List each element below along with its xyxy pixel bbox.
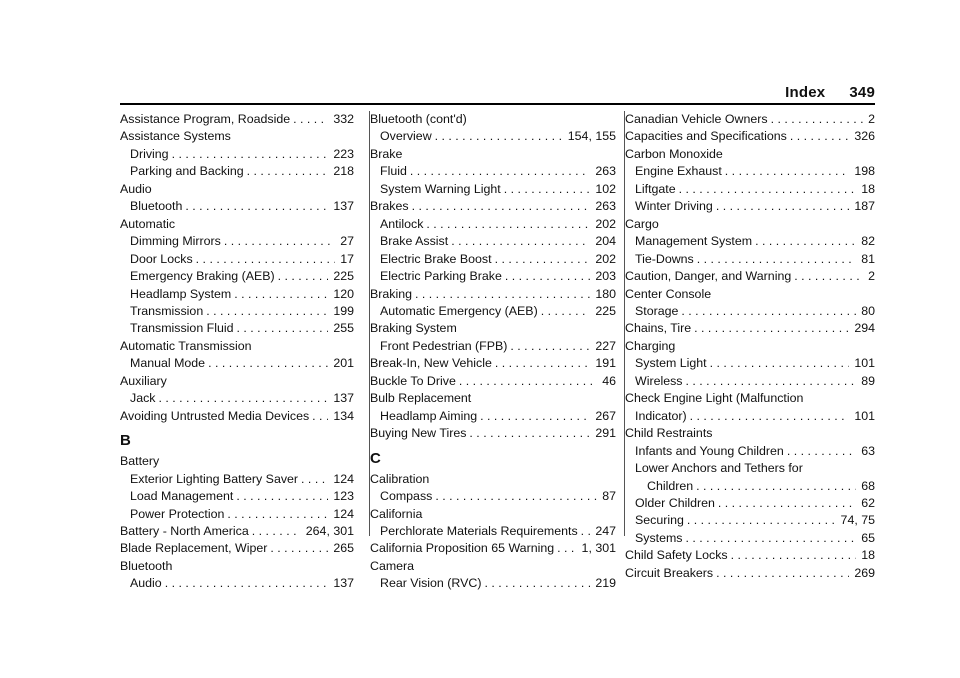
header-rule <box>120 103 875 105</box>
dot-leader <box>451 233 590 250</box>
entry-label: Auxiliary <box>120 373 167 388</box>
entry-label: Wireless <box>635 373 683 388</box>
entry-label: Caution, Danger, and Warning <box>625 269 792 284</box>
page-reference[interactable]: 1, 301 <box>581 541 616 556</box>
dot-leader <box>725 163 850 180</box>
entry-label: Braking <box>370 286 413 301</box>
entry-label: Assistance Program, Roadside <box>120 112 291 126</box>
entry-label: Electric Parking Brake <box>380 269 502 284</box>
entry-label: Antilock <box>380 216 424 231</box>
dot-leader <box>697 251 856 268</box>
page-reference[interactable]: 89 <box>861 373 875 388</box>
entry-label: Winter Driving <box>635 199 713 214</box>
dot-leader <box>716 565 849 582</box>
page-reference[interactable]: 74, 75 <box>840 513 875 528</box>
dot-leader <box>234 286 328 303</box>
index-subentry <box>625 443 875 460</box>
index-subentry <box>370 303 616 320</box>
entry-label: Engine Exhaust <box>635 164 722 179</box>
index-subentry <box>625 303 875 320</box>
dot-leader <box>681 303 856 320</box>
index-subentry <box>625 495 875 512</box>
entry-label: Charging <box>625 338 676 353</box>
entry-label: Headlamp System <box>130 286 232 301</box>
page-reference[interactable]: 80 <box>861 303 875 318</box>
entry-label: Fluid <box>380 164 407 179</box>
entry-label: Brake <box>370 146 403 161</box>
entry-label: Storage <box>635 303 679 318</box>
page-reference[interactable]: 101 <box>854 356 875 371</box>
dot-leader <box>237 320 329 337</box>
page-reference[interactable]: 2 <box>868 112 875 126</box>
entry-label: Check Engine Light (Malfunction <box>625 391 804 406</box>
dot-leader <box>541 303 591 320</box>
dot-leader <box>480 408 590 425</box>
index-subentry <box>120 506 354 523</box>
page-reference[interactable]: 202 <box>595 251 616 266</box>
entry-label: Audio <box>130 576 162 591</box>
index-entry <box>625 338 875 355</box>
index-subentry <box>625 530 875 547</box>
page-reference[interactable]: 199 <box>333 303 354 318</box>
entry-label: Chains, Tire <box>625 321 692 336</box>
dot-leader <box>771 111 864 128</box>
index-entry <box>370 471 616 488</box>
page-reference[interactable]: 191 <box>595 356 616 371</box>
page-reference[interactable]: 180 <box>595 286 616 301</box>
index-entry <box>625 565 875 582</box>
dot-leader <box>301 471 328 488</box>
index-subentry <box>370 338 616 355</box>
entry-label: Lower Anchors and Tethers for <box>635 461 803 476</box>
entry-label: Emergency Braking (AEB) <box>130 269 275 284</box>
entry-label: Tie-Downs <box>635 251 694 266</box>
index-subentry <box>625 373 875 390</box>
index-letter-heading: C <box>370 449 381 467</box>
index-subentry <box>370 128 616 145</box>
dot-leader <box>252 523 301 540</box>
page-reference[interactable]: 264, 301 <box>305 523 354 538</box>
index-entry <box>370 540 616 557</box>
dot-leader <box>435 488 597 505</box>
index-entry <box>120 453 354 470</box>
index-entry <box>625 390 875 407</box>
entry-label: Calibration <box>370 471 430 486</box>
dot-leader <box>731 547 857 564</box>
index-entry <box>120 540 354 557</box>
index-subentry <box>120 146 354 163</box>
page-reference[interactable]: 137 <box>333 199 354 214</box>
dot-leader <box>710 355 850 372</box>
page-reference[interactable]: 291 <box>595 426 616 441</box>
index-entry <box>370 558 616 575</box>
entry-label: Perchlorate Materials Requirements <box>380 523 578 538</box>
index-subentry <box>370 251 616 268</box>
index-entry <box>370 390 616 407</box>
page-reference[interactable]: 267 <box>595 408 616 423</box>
entry-label: Indicator) <box>635 408 687 423</box>
index-entry <box>625 425 875 442</box>
index-subentry <box>625 198 875 215</box>
index-subentry <box>120 198 354 215</box>
page-reference[interactable]: 102 <box>595 181 616 196</box>
index-letter-heading: B <box>120 432 131 450</box>
dot-leader <box>787 443 856 460</box>
entry-label: Canadian Vehicle Owners <box>625 112 768 126</box>
page-reference[interactable]: 120 <box>333 286 354 301</box>
entry-label: Electric Brake Boost <box>380 251 492 266</box>
entry-label: Center Console <box>625 286 712 301</box>
page-reference[interactable]: 18 <box>861 548 875 563</box>
dot-leader <box>293 111 328 128</box>
index-entry <box>120 181 354 198</box>
index-entry <box>370 111 616 128</box>
index-column-1 <box>120 111 354 593</box>
index-entry <box>120 373 354 390</box>
entry-label: Children <box>647 478 694 493</box>
entry-label: Battery - North America <box>120 523 249 538</box>
dot-leader <box>415 286 590 303</box>
entry-label: Camera <box>370 558 415 573</box>
entry-label: Power Protection <box>130 506 225 521</box>
dot-leader <box>469 425 590 442</box>
index-subentry <box>625 460 875 477</box>
entry-label: Load Management <box>130 489 234 504</box>
dot-leader <box>686 530 857 547</box>
index-subentry <box>625 181 875 198</box>
index-entry <box>625 268 875 285</box>
page-reference[interactable]: 2 <box>868 269 875 284</box>
index-entry <box>625 216 875 233</box>
page-reference[interactable]: 27 <box>340 234 354 249</box>
index-subentry <box>120 163 354 180</box>
entry-label: Bulb Replacement <box>370 391 472 406</box>
dot-leader <box>410 163 590 180</box>
dot-leader <box>426 216 590 233</box>
index-subentry <box>120 355 354 372</box>
entry-label: Systems <box>635 530 683 545</box>
index-subentry <box>625 408 875 425</box>
index-column-2 <box>370 111 616 593</box>
index-subentry <box>370 216 616 233</box>
dot-leader <box>484 575 590 592</box>
entry-label: Parking and Backing <box>130 164 244 179</box>
index-subentry <box>120 233 354 250</box>
index-subentry <box>120 251 354 268</box>
entry-label: Assistance Systems <box>120 129 231 144</box>
dot-leader <box>158 390 328 407</box>
dot-leader <box>247 163 329 180</box>
entry-label: Buying New Tires <box>370 426 467 441</box>
dot-leader <box>270 540 328 557</box>
index-entry <box>370 320 616 337</box>
dot-leader <box>686 373 857 390</box>
index-subentry <box>370 233 616 250</box>
entry-label: Automatic Emergency (AEB) <box>380 303 538 318</box>
index-entry <box>120 128 354 145</box>
dot-leader <box>790 128 849 145</box>
dot-leader <box>794 268 863 285</box>
entry-label: Infants and Young Children <box>635 443 784 458</box>
index-subentry <box>625 512 875 529</box>
index-entry <box>370 506 616 523</box>
index-entry <box>625 547 875 564</box>
page-reference[interactable]: 65 <box>861 530 875 545</box>
entry-label: Liftgate <box>635 181 676 196</box>
entry-label: Driving <box>130 146 169 161</box>
entry-label: Child Safety Locks <box>625 548 728 563</box>
dot-leader <box>687 512 836 529</box>
page-reference[interactable]: 204 <box>595 234 616 249</box>
page-reference[interactable]: 247 <box>595 523 616 538</box>
page-reference[interactable]: 218 <box>333 164 354 179</box>
entry-label: Front Pedestrian (FPB) <box>380 338 508 353</box>
page-reference[interactable]: 227 <box>595 338 616 353</box>
page-reference[interactable]: 326 <box>854 129 875 144</box>
page-reference[interactable]: 225 <box>333 269 354 284</box>
page-reference[interactable]: 202 <box>595 216 616 231</box>
dot-leader <box>495 355 590 372</box>
index-subentry <box>625 478 875 495</box>
entry-label: Cargo <box>625 216 659 231</box>
entry-label: Capacities and Specifications <box>625 129 787 144</box>
entry-label: California Proposition 65 Warning <box>370 541 555 556</box>
index-subentry <box>625 355 875 372</box>
page-reference[interactable]: 62 <box>861 495 875 510</box>
dot-leader <box>165 575 329 592</box>
dot-leader <box>581 523 591 540</box>
entry-label: Brake Assist <box>380 234 449 249</box>
page-reference[interactable]: 269 <box>854 565 875 580</box>
index-subentry <box>370 523 616 540</box>
index-entry <box>370 373 616 390</box>
page-reference[interactable]: 265 <box>333 541 354 556</box>
index-subentry <box>120 268 354 285</box>
index-subentry <box>625 251 875 268</box>
index-subentry <box>370 575 616 592</box>
dot-leader <box>185 198 328 215</box>
index-entry <box>625 320 875 337</box>
entry-label: Circuit Breakers <box>625 565 714 580</box>
page-reference[interactable]: 198 <box>854 164 875 179</box>
index-entry <box>370 146 616 163</box>
index-subentry <box>370 488 616 505</box>
entry-label: Avoiding Untrusted Media Devices <box>120 408 310 423</box>
dot-leader <box>694 320 849 337</box>
entry-label: Headlamp Aiming <box>380 408 478 423</box>
dot-leader <box>435 128 563 145</box>
page-reference[interactable]: 201 <box>333 356 354 371</box>
dot-leader <box>236 488 328 505</box>
dot-leader <box>504 181 591 198</box>
page-reference[interactable]: 255 <box>333 321 354 336</box>
dot-leader <box>510 338 590 355</box>
page-reference[interactable]: 63 <box>861 443 875 458</box>
dot-leader <box>505 268 590 285</box>
dot-leader <box>196 251 336 268</box>
entry-label: Audio <box>120 181 152 196</box>
page-reference[interactable]: 101 <box>854 408 875 423</box>
index-entry <box>625 286 875 303</box>
entry-label: Transmission <box>130 303 204 318</box>
page-reference[interactable]: 332 <box>333 112 354 126</box>
page-reference[interactable]: 87 <box>602 489 616 504</box>
dot-leader <box>278 268 329 285</box>
index-subentry <box>370 181 616 198</box>
dot-leader <box>312 408 328 425</box>
dot-leader <box>224 233 335 250</box>
index-entry <box>370 425 616 442</box>
dot-leader <box>227 506 328 523</box>
page-reference[interactable]: 124 <box>333 471 354 486</box>
index-subentry <box>120 320 354 337</box>
index-entry <box>120 216 354 233</box>
section-title: Index <box>785 84 826 101</box>
page-reference[interactable]: 187 <box>854 199 875 214</box>
entry-label: Manual Mode <box>130 356 206 371</box>
page-reference[interactable]: 225 <box>595 303 616 318</box>
index-subentry <box>120 471 354 488</box>
index-entry <box>370 198 616 215</box>
entry-label: Blade Replacement, Wiper <box>120 541 268 556</box>
index-subentry <box>370 163 616 180</box>
dot-leader <box>412 198 591 215</box>
page-reference[interactable]: 82 <box>861 234 875 249</box>
page-reference[interactable]: 263 <box>595 199 616 214</box>
dot-leader <box>495 251 591 268</box>
page-reference[interactable]: 203 <box>595 269 616 284</box>
entry-label: Buckle To Drive <box>370 373 456 388</box>
index-entry <box>625 128 875 145</box>
dot-leader <box>755 233 856 250</box>
index-entry <box>120 523 354 540</box>
page-reference[interactable]: 137 <box>333 391 354 406</box>
page-reference[interactable]: 294 <box>854 321 875 336</box>
entry-label: Battery <box>120 454 160 469</box>
page-reference[interactable]: 124 <box>333 506 354 521</box>
index-entry <box>370 355 616 372</box>
index-entry <box>370 286 616 303</box>
page-reference[interactable]: 137 <box>333 576 354 591</box>
page-reference[interactable]: 263 <box>595 164 616 179</box>
index-subentry <box>120 390 354 407</box>
entry-label: Bluetooth <box>120 558 173 573</box>
page-reference[interactable]: 123 <box>333 489 354 504</box>
index-subentry <box>370 408 616 425</box>
index-subentry <box>625 233 875 250</box>
entry-label: Exterior Lighting Battery Saver <box>130 471 299 486</box>
entry-label: Automatic Transmission <box>120 338 252 353</box>
dot-leader <box>172 146 329 163</box>
entry-label: System Light <box>635 356 707 371</box>
entry-label: Rear Vision (RVC) <box>380 576 482 591</box>
entry-label: Overview <box>380 129 432 144</box>
entry-label: Door Locks <box>130 251 193 266</box>
page-reference[interactable]: 17 <box>340 251 354 266</box>
entry-label: Child Restraints <box>625 426 713 441</box>
index-entry <box>120 338 354 355</box>
dot-leader <box>208 355 328 372</box>
index-subentry <box>120 286 354 303</box>
entry-label: Bluetooth (cont'd) <box>370 112 467 126</box>
dot-leader <box>557 540 576 557</box>
index-subentry <box>625 163 875 180</box>
page-header <box>120 84 875 104</box>
page-reference[interactable]: 154, 155 <box>567 129 616 144</box>
entry-label: Jack <box>130 391 156 406</box>
entry-label: Break-In, New Vehicle <box>370 356 492 371</box>
entry-label: Management System <box>635 234 753 249</box>
dot-leader <box>206 303 328 320</box>
entry-label: System Warning Light <box>380 181 501 196</box>
index-subentry <box>120 303 354 320</box>
entry-label: Dimming Mirrors <box>130 234 221 249</box>
entry-label: Securing <box>635 513 684 528</box>
entry-label: Braking System <box>370 321 457 336</box>
dot-leader <box>459 373 597 390</box>
dot-leader <box>716 198 850 215</box>
entry-label: Carbon Monoxide <box>625 146 723 161</box>
index-subentry <box>120 488 354 505</box>
dot-leader <box>690 408 850 425</box>
page-reference[interactable]: 134 <box>333 408 354 423</box>
page-reference[interactable]: 219 <box>595 576 616 591</box>
entry-label: Transmission Fluid <box>130 321 234 336</box>
entry-label: California <box>370 506 423 521</box>
index-entry <box>120 558 354 575</box>
dot-leader <box>679 181 857 198</box>
index-subentry <box>370 268 616 285</box>
entry-label: Bluetooth <box>130 199 183 214</box>
page-reference[interactable]: 223 <box>333 146 354 161</box>
entry-label: Brakes <box>370 199 409 214</box>
index-entry <box>120 408 354 425</box>
index-entry <box>625 111 875 128</box>
index-entry <box>625 146 875 163</box>
dot-leader <box>696 478 856 495</box>
dot-leader <box>718 495 856 512</box>
page-reference[interactable]: 46 <box>602 373 616 388</box>
page-reference[interactable]: 81 <box>861 251 875 266</box>
page-reference[interactable]: 68 <box>861 478 875 493</box>
entry-label: Automatic <box>120 216 176 231</box>
index-subentry <box>120 575 354 592</box>
page-reference[interactable]: 18 <box>861 181 875 196</box>
entry-label: Compass <box>380 489 433 504</box>
index-entry <box>120 111 354 128</box>
entry-label: Older Children <box>635 495 715 510</box>
page-number: 349 <box>849 84 875 101</box>
index-column-3 <box>625 111 875 582</box>
